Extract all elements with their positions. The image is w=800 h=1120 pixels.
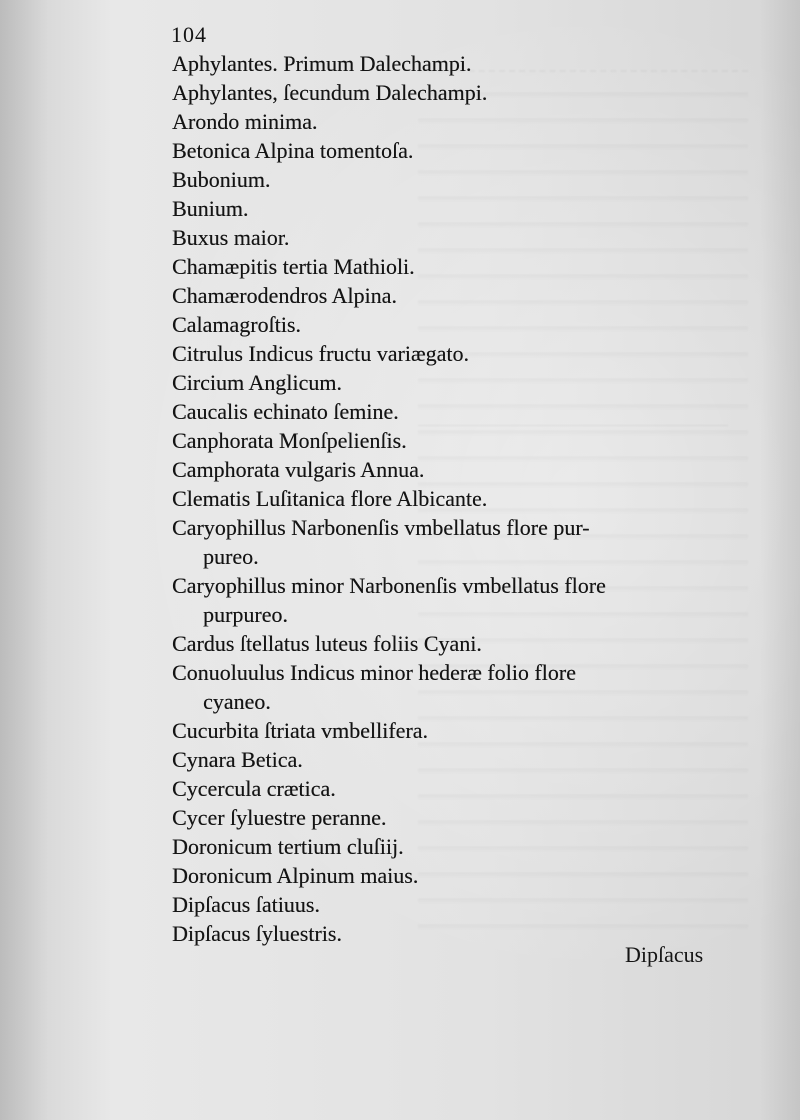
plant-entry-16: Clematis Luſitanica flore Albicante.	[172, 486, 488, 511]
plant-entry-8: Chamæpitis tertia Mathioli.	[172, 254, 415, 279]
plant-entry-24: Cycer ſyluestre peranne.	[172, 805, 387, 830]
plant-entry-21: Cucurbita ſtriata vmbellifera.	[172, 718, 428, 743]
plant-entry-13: Caucalis echinato ſemine.	[172, 399, 399, 424]
plant-entry-5: Bubonium.	[172, 167, 271, 192]
plant-entry-10: Calamagroſtis.	[172, 312, 301, 337]
plant-entry-6: Bunium.	[172, 196, 249, 221]
plant-entry-26: Doronicum Alpinum maius.	[172, 863, 419, 888]
plant-entry-22: Cynara Betica.	[172, 747, 303, 772]
plant-entry-18: Caryophillus minor Narbonenſis vmbellatus flore	[172, 573, 606, 598]
plant-entry-27: Dipſacus ſatiuus.	[172, 892, 320, 917]
plant-entry-17: Caryophillus Narbonenſis vmbellatus flore pur-	[172, 515, 590, 540]
catchword: Dipſacus	[625, 942, 704, 967]
plant-entry-20: Conuoluulus Indicus minor hederæ folio flore	[172, 660, 576, 685]
left-page-shadow	[0, 0, 48, 1120]
plant-entry-4: Betonica Alpina tomentoſa.	[172, 138, 414, 163]
plant-entry-23: Cycercula crætica.	[172, 776, 336, 801]
plant-entry-19: Cardus ſtellatus luteus foliis Cyani.	[172, 631, 482, 656]
plant-entry-3: Arondo minima.	[172, 109, 318, 134]
plant-list	[172, 49, 732, 948]
plant-entry-7: Buxus maior.	[172, 225, 290, 250]
plant-entry-28: Dipſacus ſyluestris.	[172, 921, 342, 946]
page-number: 104	[171, 22, 207, 47]
plant-entry-12: Circium Anglicum.	[172, 370, 342, 395]
plant-entry-20-continued: cyaneo.	[203, 689, 271, 714]
plant-entry-25: Doronicum tertium cluſiij.	[172, 834, 404, 859]
plant-entry-15: Camphorata vulgaris Annua.	[172, 457, 425, 482]
right-page-shadow	[760, 0, 800, 1120]
plant-entry-1: Aphylantes. Primum Dalechampi.	[172, 51, 472, 76]
plant-entry-17-continued: pureo.	[203, 544, 259, 569]
plant-entry-14: Canphorata Monſpelienſis.	[172, 428, 407, 453]
plant-entry-18-continued: purpureo.	[203, 602, 288, 627]
plant-entry-9: Chamærodendros Alpina.	[172, 283, 397, 308]
plant-entry-11: Citrulus Indicus fructu variægato.	[172, 341, 469, 366]
plant-entry-2: Aphylantes, ſecundum Dalechampi.	[172, 80, 488, 105]
